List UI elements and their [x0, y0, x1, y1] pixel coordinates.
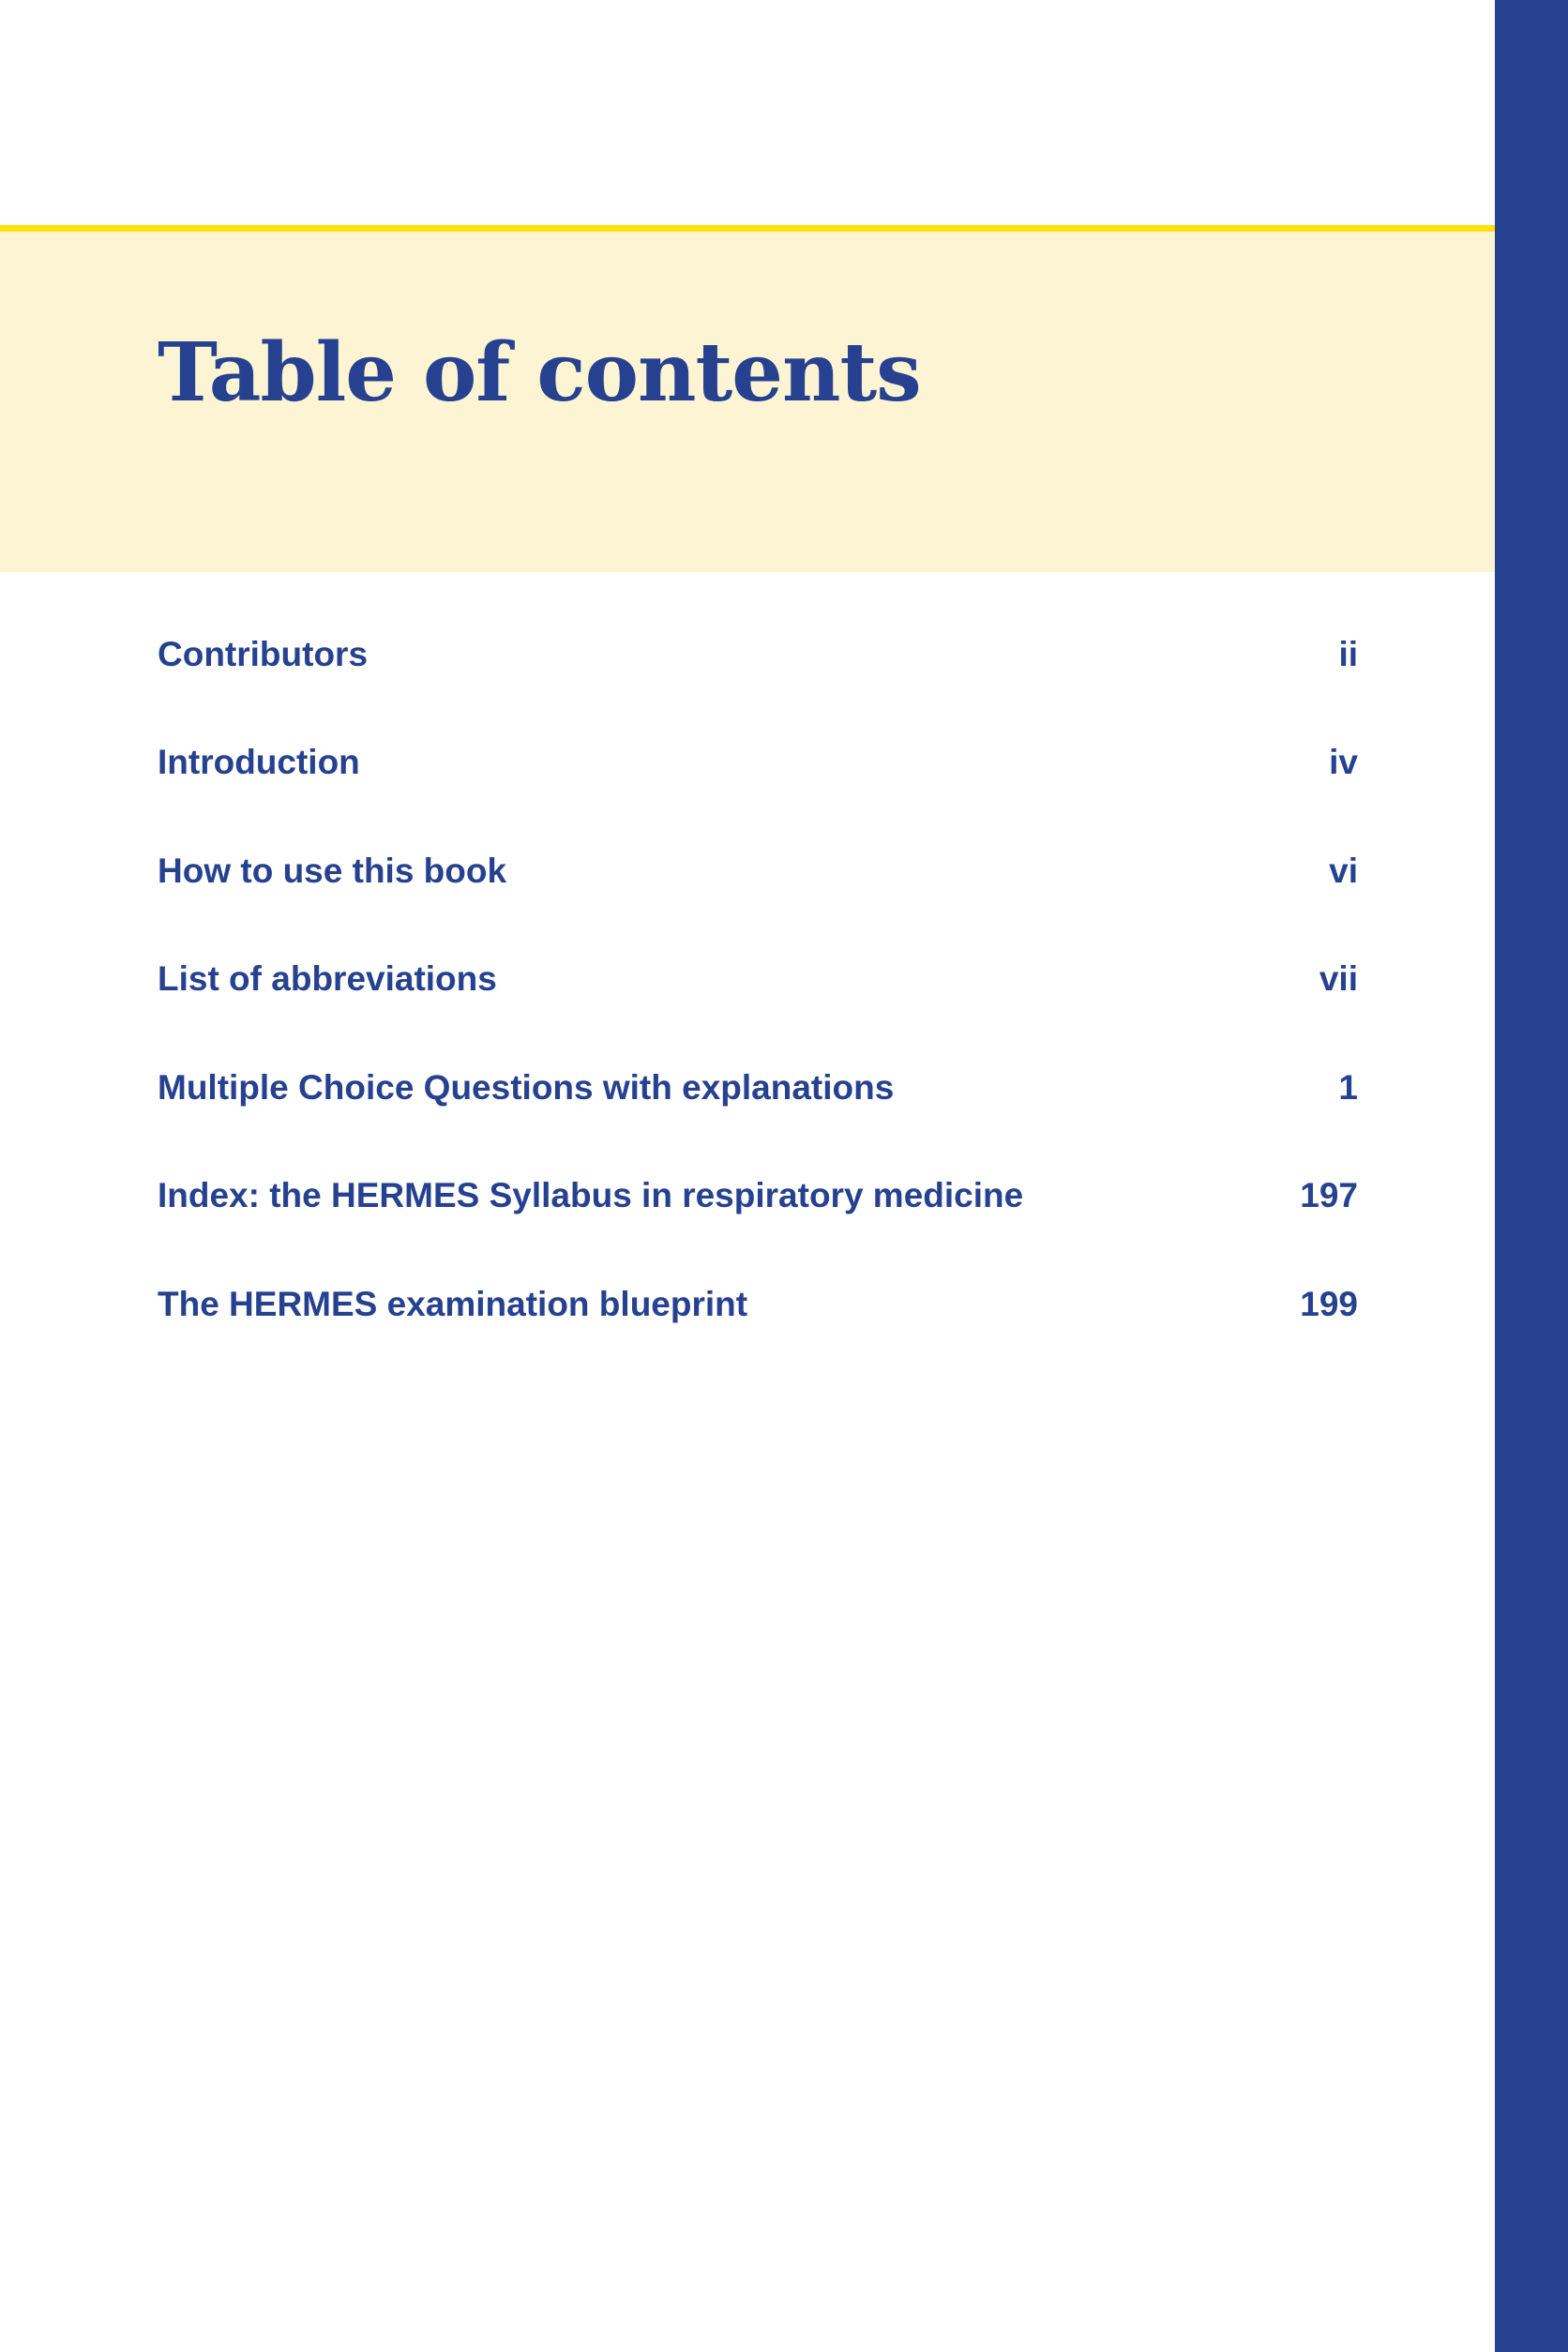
toc-entry-how-to-use[interactable]: [158, 817, 1358, 926]
toc-entry-label: List of abbreviations: [158, 959, 497, 999]
page-title: Table of contents: [158, 325, 921, 420]
toc-entry-blueprint[interactable]: [158, 1250, 1358, 1359]
toc-entry-index[interactable]: [158, 1142, 1358, 1251]
toc-entry-page: iv: [1329, 743, 1358, 782]
toc-entry-page: 199: [1300, 1284, 1358, 1323]
toc-entry-page: vi: [1329, 851, 1358, 890]
toc-entry-label: Contributors: [158, 634, 369, 673]
toc-list: [158, 600, 1358, 1359]
toc-entry-page: ii: [1338, 634, 1358, 673]
toc-entry-page: vii: [1319, 959, 1358, 999]
toc-entry-mcq[interactable]: [158, 1033, 1358, 1142]
toc-entry-page: 197: [1300, 1176, 1358, 1215]
toc-entry-label: The HERMES examination blueprint: [158, 1284, 748, 1323]
toc-entry-label: Introduction: [158, 743, 360, 782]
toc-entry-label: How to use this book: [158, 851, 507, 890]
toc-entry-label: Index: the HERMES Syllabus in respiratory medicine: [158, 1176, 1024, 1215]
toc-entry-page: 1: [1338, 1067, 1358, 1107]
toc-entry-label: Multiple Choice Questions with explanations: [158, 1067, 895, 1107]
toc-entry-abbreviations[interactable]: [158, 926, 1358, 1034]
toc-entry-introduction[interactable]: [158, 709, 1358, 818]
side-color-bar: [1495, 0, 1568, 2352]
header-rule: [0, 225, 1495, 232]
toc-entry-contributors[interactable]: [158, 600, 1358, 709]
